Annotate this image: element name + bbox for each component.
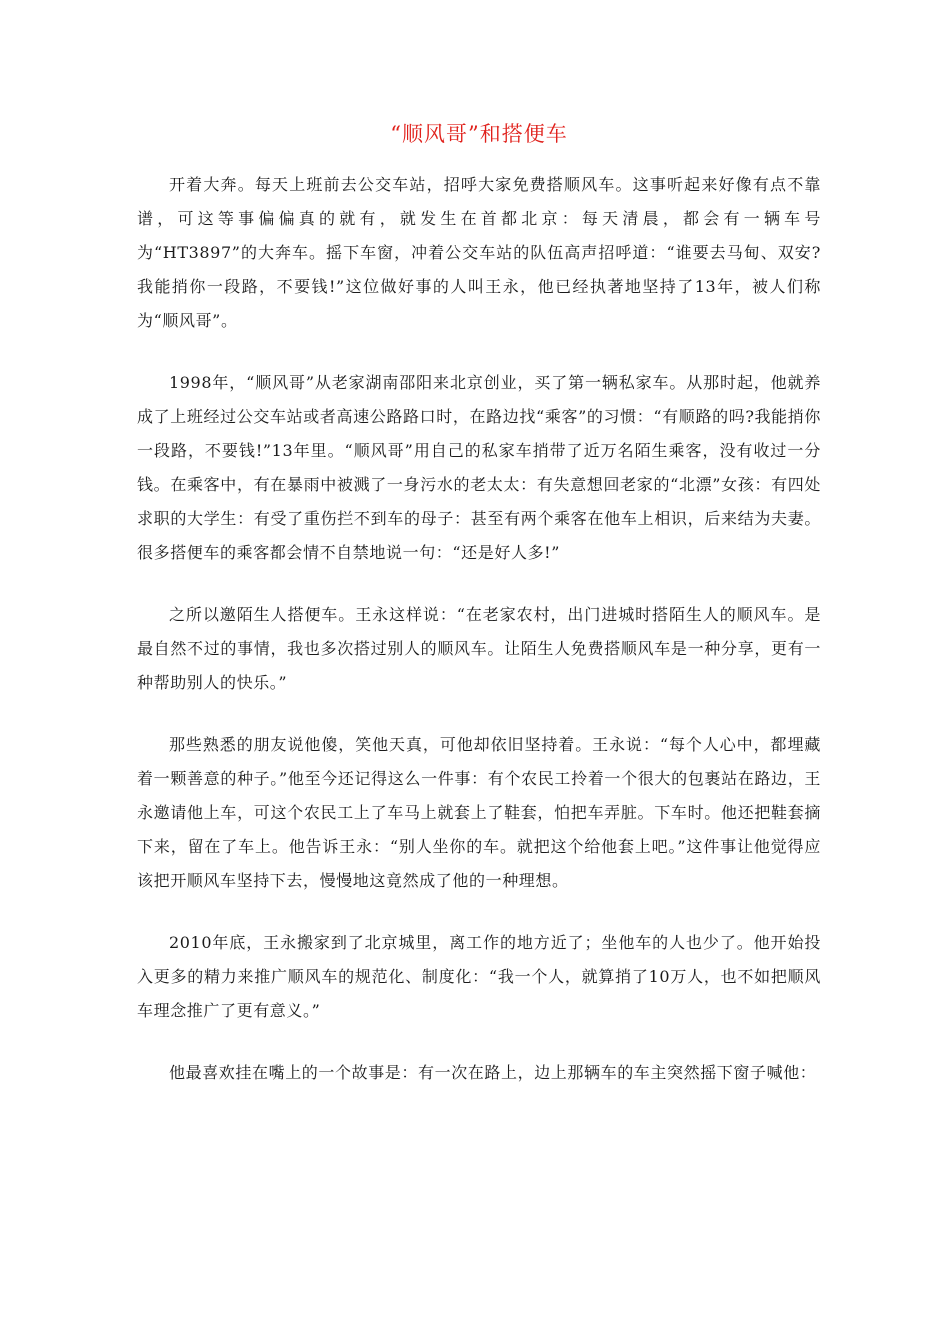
paragraph-5: 2010年底，王永搬家到了北京城里，离工作的地方近了；坐他车的人也少了。他开始投入更多的精力来推广顺风车的规范化、制度化：“我一个人，就算捎了10万人，也不如把顺风车理念推广了更有意义。”	[137, 933, 821, 1020]
article-title: “顺风哥”和搭便车	[390, 122, 568, 146]
document-page	[137, 118, 821, 1118]
paragraph-3: 之所以邀陌生人搭便车。王永这样说：“在老家农村，出门进城时搭陌生人的顺风车。是最自然不过的事情，我也多次搭过别人的顺风车。让陌生人免费搭顺风车是一种分享，更有一种帮助别人的快乐。”	[137, 605, 821, 692]
paragraph-2: 1998年，“顺风哥”从老家湖南邵阳来北京创业，买了第一辆私家车。从那时起，他就养成了上班经过公交车站或者高速公路路口时，在路边找“乘客”的习惯：“有顺路的吗?我能捎你一段路，不要钱!”13年里。“顺风哥”用自己的私家车捎带了近万名陌生乘客，没有收过一分钱。在乘客中，有在暴雨中被溅了一身污水的老太太：有失意想回老家的“北漂”女孩：有四处求职的大学生：有受了重伤拦不到车的母子：甚至有两个乘客在他车上相识，后来结为夫妻。很多搭便车的乘客都会情不自禁地说一句：“还是好人多!”	[137, 373, 821, 562]
paragraph-1: 开着大奔。每天上班前去公交车站，招呼大家免费搭顺风车。这事听起来好像有点不靠谱，可这等事偏偏真的就有，就发生在首都北京：每天清晨，都会有一辆车号为“HT3897”的大奔车。摇下车窗，冲着公交车站的队伍高声招呼道：“谁要去马甸、双安?我能捎你一段路，不要钱!”这位做好事的人叫王永，他已经执著地坚持了13年，被人们称为“顺风哥”。	[137, 175, 821, 330]
paragraph-6: 他最喜欢挂在嘴上的一个故事是：有一次在路上，边上那辆车的车主突然摇下窗子喊他：	[169, 1063, 817, 1082]
paragraph-4: 那些熟悉的朋友说他傻，笑他天真，可他却依旧坚持着。王永说：“每个人心中，都埋藏着一颗善意的种子。”他至今还记得这么一件事：有个农民工拎着一个很大的包裹站在路边，王永邀请他上车，可这个农民工上了车马上就套上了鞋套，怕把车弄脏。下车时。他还把鞋套摘下来，留在了车上。他告诉王永：“别人坐你的车。就把这个给他套上吧。”这件事让他觉得应该把开顺风车坚持下去，慢慢地这竟然成了他的一种理想。	[137, 735, 821, 890]
